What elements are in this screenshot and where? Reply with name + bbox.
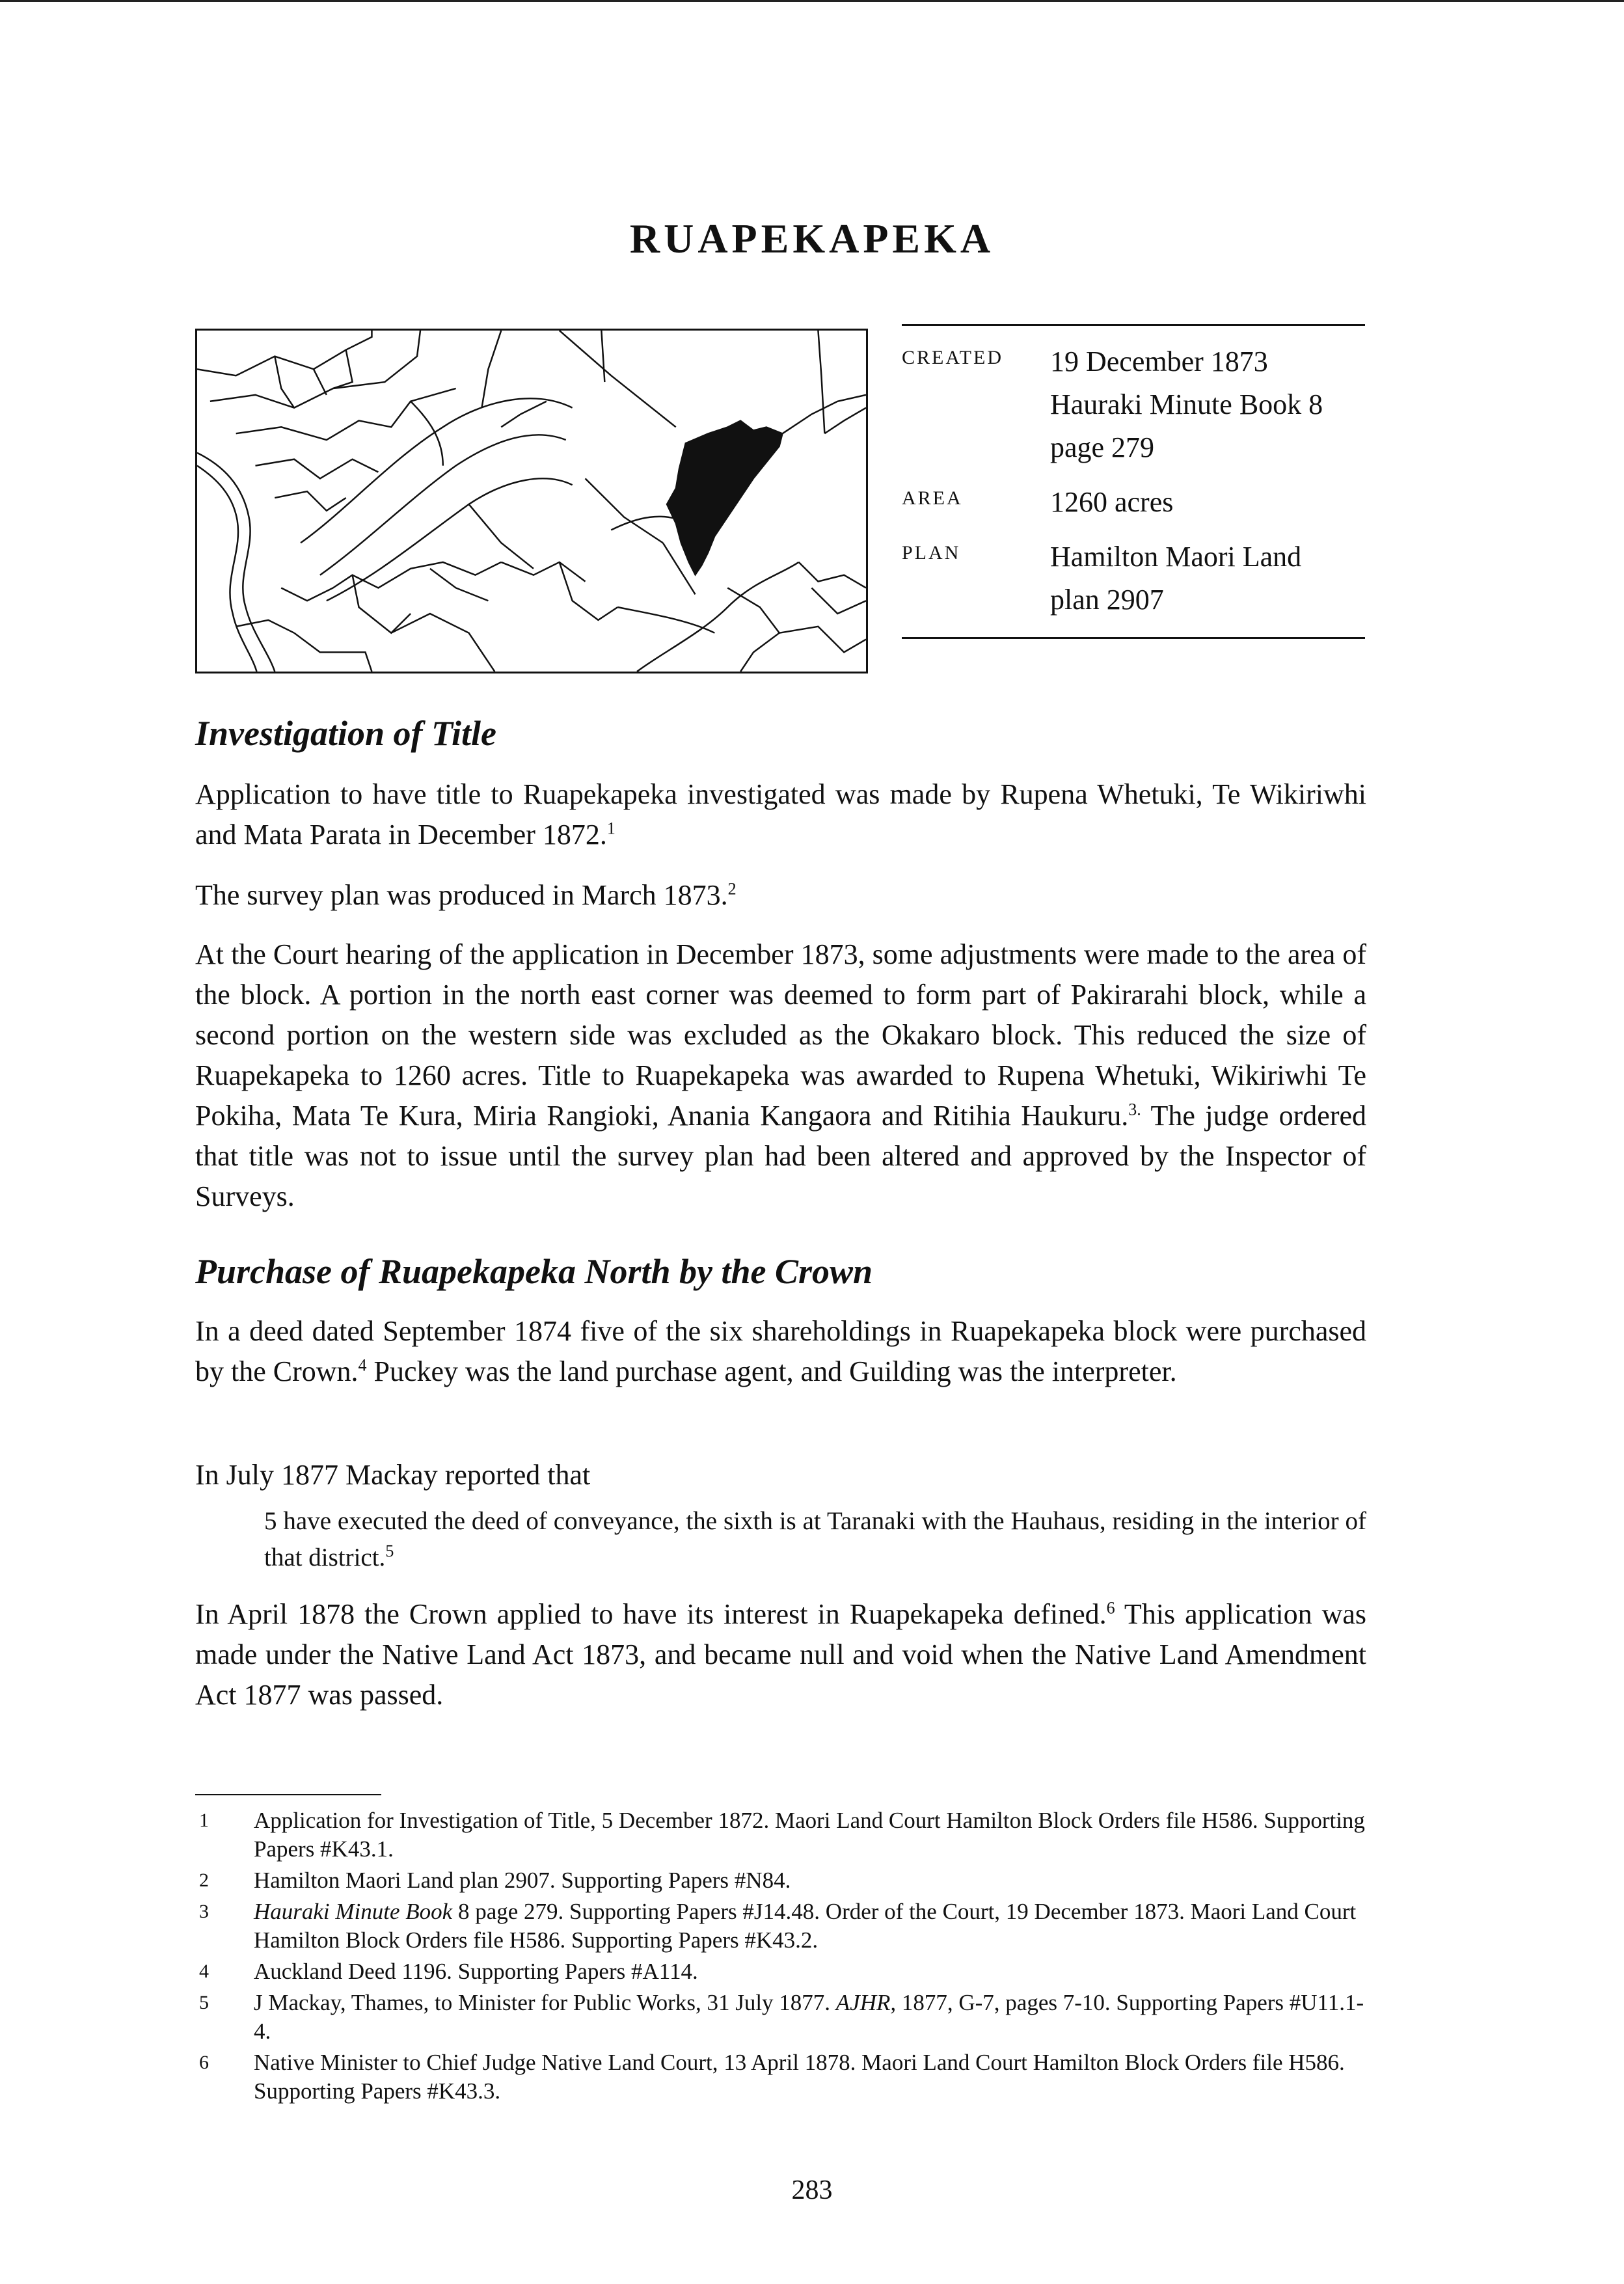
paragraph (195, 774, 1366, 855)
footnote-divider (195, 1794, 381, 1795)
paragraph (195, 1594, 1366, 1715)
footnote-ref: 4 (358, 1355, 367, 1375)
footnote-ref: 3. (1128, 1100, 1141, 1119)
footnote-body: 8 page 279. Supporting Papers #J14.48. Order of the Court, 19 December 1873. Maori Land Court Hamilton Block Orders file H586. Supporting Papers #K43.2. (254, 1899, 1357, 1953)
location-map (195, 329, 868, 673)
info-value (1050, 481, 1173, 524)
info-line: plan 2907 (1050, 584, 1164, 616)
footnote-number: 6 (199, 2052, 209, 2073)
paragraph-text: The judge ordered that title was not to issue until the survey plan had been altered and approved by the Inspector of Surveys. (195, 1100, 1366, 1212)
footnote-text: Auckland Deed 1196. Supporting Papers #A114. (254, 1959, 698, 1984)
footnote (195, 1806, 1366, 1864)
paragraph-text: The survey plan was produced in March 1873. (195, 879, 728, 911)
footnote-italic: Hauraki Minute Book (254, 1899, 453, 1924)
footnote (195, 1957, 1366, 1986)
info-line: Hamilton Maori Land (1050, 541, 1302, 573)
paragraph-text: In April 1878 the Crown applied to have its interest in Ruapekapeka defined. (195, 1598, 1107, 1630)
footnote-ref: 6 (1106, 1598, 1115, 1618)
footnote (195, 1866, 1366, 1895)
footnote-ref: 1 (606, 819, 616, 838)
info-label: CREATED (902, 347, 1003, 368)
page-number: 283 (791, 2175, 833, 2205)
paragraph-text: Application to have title to Ruapekapeka investigated was made by Rupena Whetuki, Te Wikiriwhi and Mata Parata in December 1872. (195, 778, 1366, 850)
info-row-plan (902, 536, 1365, 621)
footnote-text: Native Minister to Chief Judge Native Land Court, 13 April 1878. Maori Land Court Hamilton Block Orders file H586. Supporting Papers #K43.3. (254, 2050, 1345, 2104)
paragraph (195, 934, 1366, 1217)
block-info-table (902, 324, 1365, 639)
info-value (1050, 536, 1301, 621)
footnote-number: 3 (199, 1901, 209, 1922)
paragraph (195, 875, 1366, 916)
paragraph-text: Puckey was the land purchase agent, and Guilding was the interpreter. (366, 1355, 1177, 1387)
footnote-text: Application for Investigation of Title, 5 December 1872. Maori Land Court Hamilton Block Orders file H586. Supporting Papers #K43.1. (254, 1808, 1365, 1862)
footnote-number: 5 (199, 1992, 209, 2013)
footnote-body: J Mackay, Thames, to Minister for Public Works, 31 July 1877. (254, 1990, 836, 2015)
paragraph (195, 1311, 1366, 1392)
section-heading-purchase: Purchase of Ruapekapeka North by the Crown (195, 1252, 873, 1291)
footnote-text: Hamilton Maori Land plan 2907. Supporting Papers #N84. (254, 1868, 791, 1893)
info-row-created (902, 340, 1365, 469)
footnote-number: 4 (199, 1961, 209, 1982)
footnote (195, 2048, 1366, 2106)
footnote-number: 1 (199, 1810, 209, 1831)
block-quote (264, 1503, 1366, 1576)
footnote-body: 1877, G-7, pages 7-10. Supporting Papers #U11.1-4. (254, 1990, 1364, 2044)
section-heading-investigation: Investigation of Title (195, 714, 496, 753)
footnote-italic: AJHR, (835, 1990, 897, 2015)
info-label: PLAN (902, 542, 961, 564)
footnote-number: 2 (199, 1869, 209, 1891)
info-line: Hauraki Minute Book 8 (1050, 388, 1323, 420)
paragraph-text: At the Court hearing of the application in December 1873, some adjustments were made to the area of the block. A portion in the north east corner was deemed to form part of Pakirarahi block, while a second portion on the western side was excluded as the Okakaro block. This reduced the size of Ruapekapeka to 1260 acres. Title to Ruapekapeka was awarded to Rupena Whetuki, Wikiriwhi Te Pokiha, Mata Te Kura, Miria Rangioki, Anania Kangaora and Ritihia Haukuru. (195, 938, 1366, 1132)
info-label: AREA (902, 487, 963, 509)
ruapekapeka-block-shape (667, 420, 783, 575)
quote-text: 5 have executed the deed of conveyance, the sixth is at Taranaki with the Hauhaus, residing in the interior of that district. (264, 1507, 1366, 1571)
top-border-line (0, 0, 1624, 2)
paragraph-text: In a deed dated September 1874 five of the six shareholdings in Ruapekapeka block were purchased by the Crown. (195, 1315, 1366, 1387)
paragraph-text: In July 1877 Mackay reported that (195, 1459, 591, 1491)
paragraph (195, 1455, 1366, 1495)
info-line: 1260 acres (1050, 486, 1174, 518)
info-line: 19 December 1873 (1050, 346, 1268, 377)
footnote-ref: 2 (727, 879, 737, 899)
page-title: RUAPEKAPEKA (629, 215, 995, 262)
footnote-text (254, 1989, 1366, 2046)
map-drawing (197, 331, 866, 672)
info-line: page 279 (1050, 431, 1155, 463)
info-row-area (902, 481, 1365, 524)
footnote-text (254, 1897, 1366, 1955)
footnote (195, 1989, 1366, 2046)
footnote (195, 1897, 1366, 1955)
paragraph-text: This application was made under the Native Land Act 1873, and became null and void when the Native Land Amendment Act 1877 was passed. (195, 1598, 1366, 1711)
info-value (1050, 340, 1323, 469)
footnote-ref: 5 (385, 1542, 394, 1560)
footnotes (195, 1806, 1366, 2108)
